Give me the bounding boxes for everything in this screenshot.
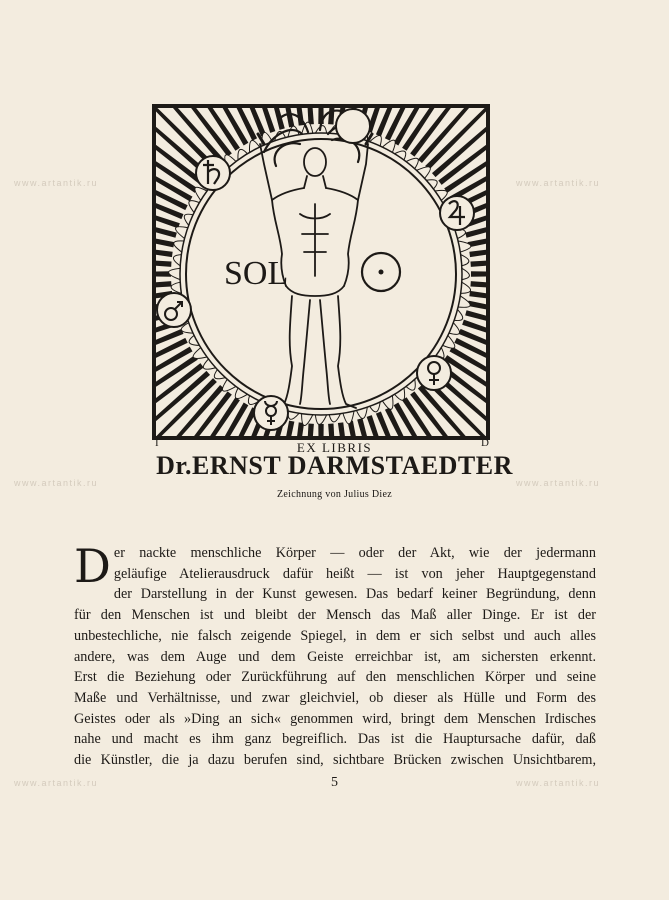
saturn-symbol [196,156,230,190]
text-line: Maße und Verhältnisse, und zwar gleichviel, ob dieser als Hülle und Form des [74,689,596,706]
sol-label: SOL [224,255,289,292]
watermark: www.artantik.ru [14,478,99,488]
text-line: für den Menschen ist und bleibt der Mensch das Maß aller Dinge. Er ist der [74,607,596,624]
watermark: www.artantik.ru [516,778,601,788]
monogram-left: I [155,437,159,449]
text-line: er nackte menschliche Körper — oder der Akt, wie der jedermann [113,545,596,561]
exlibris-illustration [152,104,490,440]
mars-symbol [157,293,191,327]
text-line: nahe und macht es ihm ganz begreiflich. Das ist die Hauptursache dafür, daß [74,731,596,748]
page-number: 5 [331,775,338,790]
monogram-right: D [481,437,489,449]
text-line: Erst die Beziehung oder Zurückführung auf den menschlichen Körper und seine [74,669,596,686]
body-paragraph [74,539,596,771]
illustration-caption: Zeichnung von Julius Diez [277,489,392,500]
mercury-symbol [254,396,288,430]
jupiter-symbol [440,196,474,230]
watermark: www.artantik.ru [14,778,99,788]
text-line: andere, was dem Auge und dem Geiste erreichbar ist, am sichersten erkennt. [74,648,596,665]
text-line: geläufige Atelierausdruck dafür heißt — ist von jeher Hauptgegenstand [113,565,596,582]
watermark: www.artantik.ru [14,178,99,188]
watermark: www.artantik.ru [516,178,601,188]
text-line: der Darstellung in der Kunst gewesen. Das bedarf keiner Begründung, denn [113,586,596,603]
watermark: www.artantik.ru [516,478,601,488]
text-line: Geistes oder als »Ding an sich« genommen wird, bringt dem Menschen Irdisches [74,710,596,727]
text-line: unbestechliche, nie falsch zeigende Spiegel, in dem er sich selbst und auch alles [74,627,596,644]
moon-symbol [336,109,370,143]
exlibris-label: EX LIBRIS [296,440,373,455]
text-line: die Künstler, die ja dazu berufen sind, sichtbare Brücken zwischen Unsichtbarem, [74,752,596,769]
drop-cap: D [74,539,111,593]
venus-symbol [417,356,451,390]
exlibris-owner-name: Dr.ERNST DARMSTAEDTER [156,451,513,480]
